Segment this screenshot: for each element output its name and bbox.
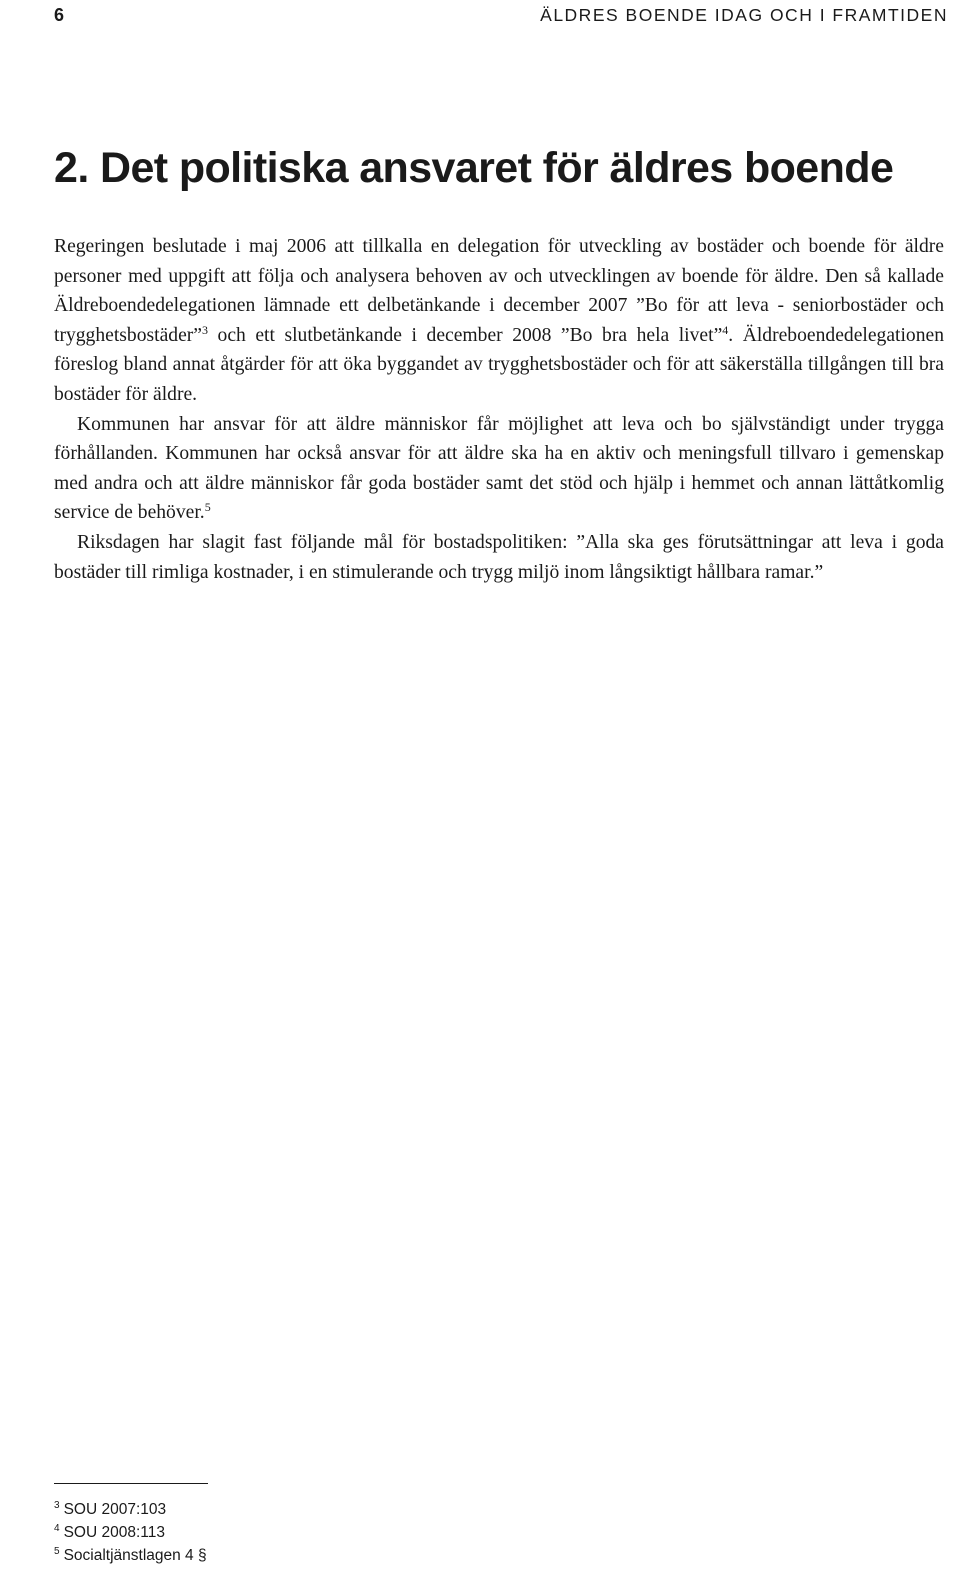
body-text — [54, 232, 944, 587]
running-title: ÄLDRES BOENDE IDAG OCH I FRAMTIDEN — [540, 4, 948, 25]
chapter-title: 2. Det politiska ansvaret för äldres boende — [54, 144, 894, 192]
paragraph-2-text: Kommunen har ansvar för att äldre människor får möjlighet att leva och bo självständigt under trygga förhållanden. Kommunen har också ansvar för att äldre ska ha en aktiv och meningsfull tillvaro i gemenskap med andra och att äldre människor får goda bostäder samt det stöd och hjälp i hemmet och annan lättåtkomlig service de behöver. — [54, 413, 944, 524]
footnote-text: Socialtjänstlagen 4 § — [63, 1547, 207, 1564]
paragraph-1-text-b: och ett slutbetänkande i december 2008 ”Bo bra hela livet” — [208, 324, 723, 346]
footnote-item — [54, 1521, 207, 1544]
footnote-ref-3[interactable]: 3 — [202, 322, 208, 337]
paragraph-3-text: Riksdagen har slagit fast följande mål för bostadspolitiken: ”Alla ska ges förutsättningar att leva i goda bostäder till rimliga kostnader, i en stimulerande och trygg miljö inom långsiktigt hållbara ramar.” — [54, 531, 944, 583]
footnote-ref-4[interactable]: 4 — [722, 322, 729, 337]
footnote-number: 4 — [54, 1523, 60, 1534]
paragraph-1-text-c: . Äldreboendedelegationen föreslog bland annat åtgärder för att öka byggandet av trygghetsbostäder och för att säkerställa tillgången till bra bostäder för äldre. — [54, 324, 944, 405]
footnote-item — [54, 1498, 207, 1521]
footnote-number: 5 — [54, 1546, 60, 1557]
footnote-item — [54, 1544, 207, 1567]
footnote-divider — [54, 1483, 208, 1484]
footnote-ref-5[interactable]: 5 — [204, 500, 211, 515]
paragraph-2 — [54, 410, 944, 528]
paragraph-1-text-a: Regeringen beslutade i maj 2006 att tillkalla en delegation för utveckling av bostäder och boende för äldre personer med uppgift att följa och analysera behoven av och utvecklingen av boende för äldre. Den så kallade Äldreboendedelegationen lämnade ett delbetänkande i december 2007 ”Bo för att leva - seniorbostäder och trygghetsbostäder” — [54, 236, 944, 346]
footnotes — [54, 1498, 207, 1567]
paragraph-1 — [54, 232, 944, 410]
footnote-number: 3 — [54, 1500, 60, 1511]
running-header — [54, 2, 948, 28]
footnote-text: SOU 2008:113 — [63, 1524, 165, 1541]
footnote-text: SOU 2007:103 — [63, 1501, 167, 1518]
page-number: 6 — [54, 4, 65, 25]
paragraph-3 — [54, 528, 944, 587]
